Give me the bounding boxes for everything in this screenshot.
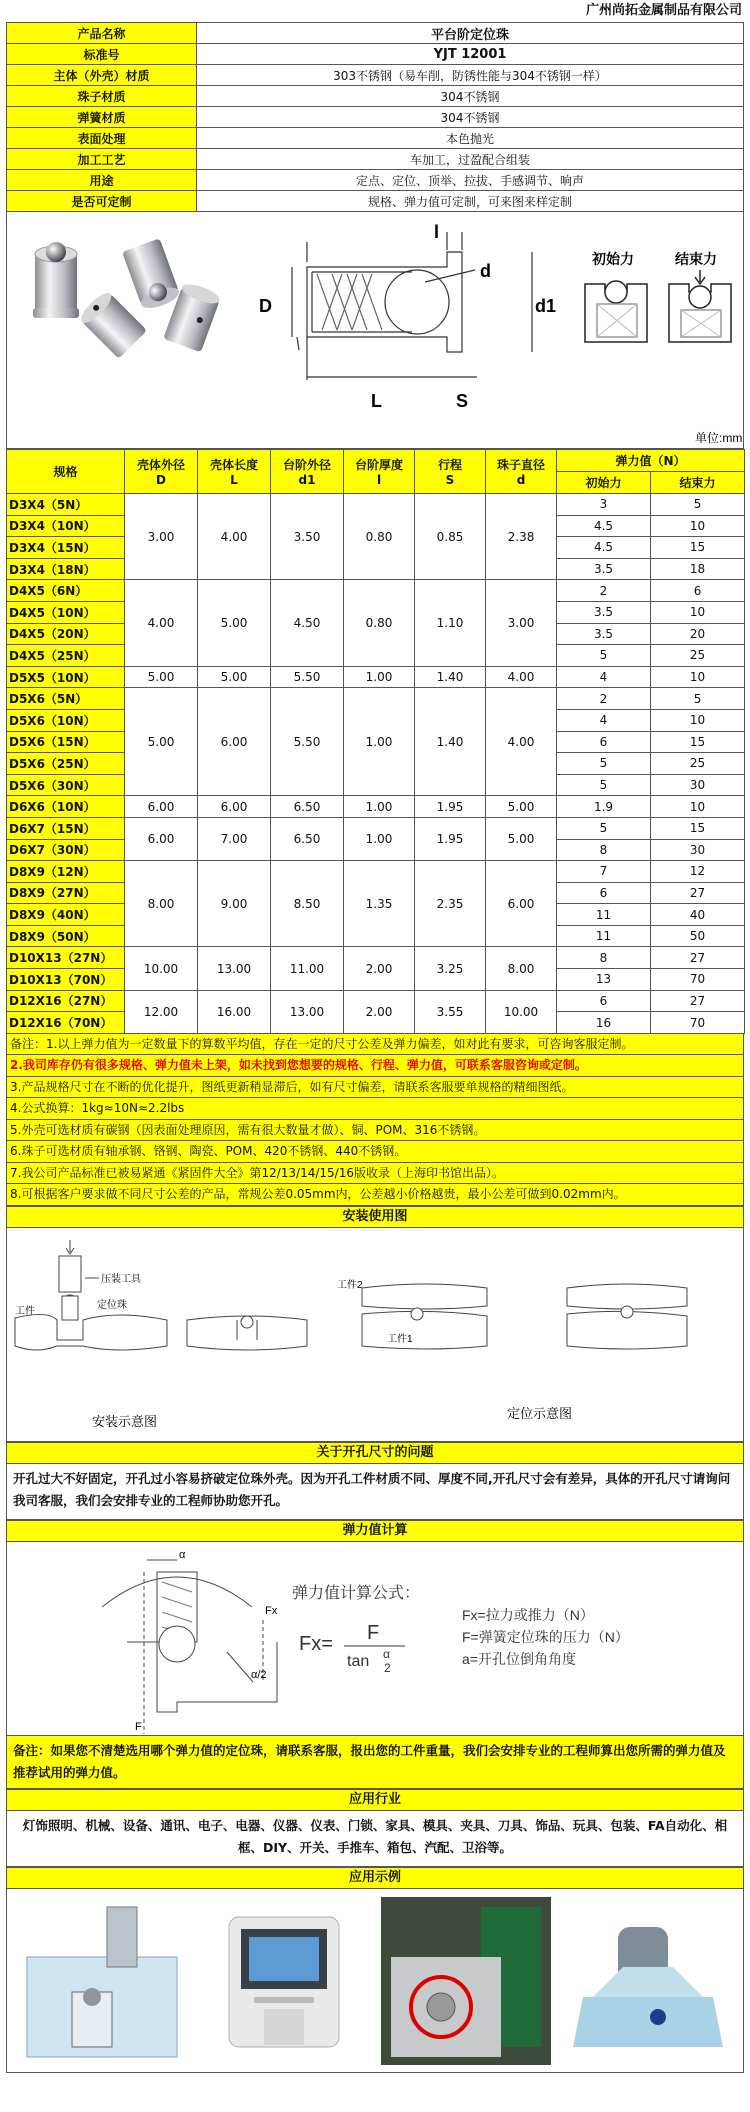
- header-line: 台阶外径: [282, 458, 331, 472]
- spec-model: D5X6（15N）: [7, 731, 125, 753]
- spec-row: [7, 580, 745, 602]
- spec-model: D5X6（10N）: [7, 709, 125, 731]
- spec-dim-l: 2.00: [344, 947, 415, 990]
- note-line: 7.我公司产品标准已被易紧通《紧固件大全》第12/13/14/15/16版收录（上海印书馆出品）。: [7, 1163, 743, 1185]
- spec-dim-l: 2.00: [344, 990, 415, 1033]
- spec-end-force: 5: [651, 494, 745, 516]
- spec-start-force: 8: [557, 947, 651, 969]
- example-image-block: [15, 1897, 189, 2065]
- spec-header-cell: 初始力: [557, 472, 651, 494]
- end-force-diagram: [669, 270, 731, 342]
- spec-start-force: 2: [557, 688, 651, 710]
- spec-start-force: 4: [557, 666, 651, 688]
- info-key: 产品名称: [7, 23, 197, 44]
- product-photo: [33, 238, 222, 358]
- calc-section-title: 弹力值计算: [6, 1520, 744, 1542]
- spec-model: D3X4（15N）: [7, 537, 125, 559]
- info-row: [7, 44, 744, 65]
- spec-dim-L: 6.00: [198, 688, 271, 796]
- spec-start-force: 1.9: [557, 796, 651, 818]
- spec-start-force: 3.5: [557, 623, 651, 645]
- spec-start-force: 2: [557, 580, 651, 602]
- spec-dim-D: 5.00: [125, 666, 198, 688]
- spec-start-force: 6: [557, 731, 651, 753]
- info-value: 本色抛光: [197, 128, 744, 149]
- spec-start-force: 7: [557, 861, 651, 883]
- example-image-panel: [379, 1897, 553, 2065]
- spec-model: D10X13（70N）: [7, 969, 125, 991]
- note-line: 4.公式换算：1kg≈10N≈2.2lbs: [7, 1098, 743, 1120]
- formula-alpha: α: [383, 1646, 390, 1661]
- spec-end-force: 27: [651, 990, 745, 1012]
- examples-panel: [6, 1889, 744, 2073]
- spec-dim-d1: 8.50: [271, 861, 344, 947]
- info-key: 是否可定制: [7, 191, 197, 212]
- spec-dim-d1: 4.50: [271, 580, 344, 666]
- spec-model: D5X5（10N）: [7, 666, 125, 688]
- spec-dim-d1: 5.50: [271, 666, 344, 688]
- industry-panel: [6, 1811, 744, 1867]
- spec-row: [7, 990, 745, 1012]
- spec-dim-S: 1.40: [415, 688, 486, 796]
- spec-dim-L: 13.00: [198, 947, 271, 990]
- note-line: 6.珠子可选材质有轴承钢、铬钢、陶瓷、POM、420不锈钢、440不锈钢。: [7, 1141, 743, 1163]
- info-value: 定点、定位、顶举、拉拔、手感调节、响声: [197, 170, 744, 191]
- spec-dim-D: 10.00: [125, 947, 198, 990]
- spec-header-cell: [125, 450, 198, 494]
- spec-dim-d: 5.00: [486, 817, 557, 860]
- calc-panel: [6, 1542, 744, 1736]
- spec-start-force: 3.5: [557, 601, 651, 623]
- header-line: 壳体外径: [136, 458, 185, 472]
- hole-section-title: 关于开孔尺寸的问题: [6, 1442, 744, 1464]
- calc-fx-label: Fx: [265, 1604, 278, 1617]
- spec-start-force: 3.5: [557, 558, 651, 580]
- spec-dim-L: 6.00: [198, 796, 271, 818]
- spec-end-force: 10: [651, 601, 745, 623]
- spec-dim-D: 8.00: [125, 861, 198, 947]
- calc-alpha-half: α/2: [251, 1668, 267, 1681]
- product-info-table: [6, 22, 744, 212]
- formula-fx: Fx=: [299, 1632, 333, 1655]
- spec-start-force: 3: [557, 494, 651, 516]
- info-row: [7, 191, 744, 212]
- spec-end-force: 70: [651, 1012, 745, 1034]
- spec-dim-D: 12.00: [125, 990, 198, 1033]
- install-section-title: 安装使用图: [6, 1206, 744, 1228]
- spec-row: [7, 666, 745, 688]
- spec-start-force: 16: [557, 1012, 651, 1034]
- hole-panel: [6, 1464, 744, 1520]
- info-value: YJT 12001: [197, 44, 744, 65]
- spec-dim-L: 5.00: [198, 580, 271, 666]
- spec-row: [7, 688, 745, 710]
- info-key: 表面处理: [7, 128, 197, 149]
- product-figure: [6, 212, 744, 449]
- header-symbol: S: [445, 473, 455, 487]
- calc-f-label: F: [135, 1720, 142, 1733]
- spec-dim-l: 0.80: [344, 580, 415, 666]
- info-key: 标准号: [7, 44, 197, 65]
- dim-d1: d1: [535, 296, 557, 316]
- calc-alpha: α: [179, 1548, 186, 1561]
- spec-dim-d1: 13.00: [271, 990, 344, 1033]
- spec-row: [7, 494, 745, 516]
- spec-end-force: 10: [651, 666, 745, 688]
- spec-dim-D: 6.00: [125, 817, 198, 860]
- info-value: 304不锈钢: [197, 86, 744, 107]
- spec-dim-l: 1.00: [344, 796, 415, 818]
- industry-text: 灯饰照明、机械、设备、通讯、电子、电器、仪器、仪表、门锁、家具、模具、夹具、刀具、饰品、玩具、包装、FA自动化、相框、DIY、开关、手推车、箱包、汽配、卫浴等。: [22, 1817, 728, 1855]
- header-line: 壳体长度: [209, 458, 258, 472]
- spec-dim-S: 1.40: [415, 666, 486, 688]
- note-line: 8.可根据客户要求做不同尺寸公差的产品，常规公差0.05mm内，公差越小价格越贵，最小公差可做到0.02mm内。: [10, 1187, 626, 1202]
- start-force-label: 初始力: [592, 251, 634, 267]
- info-key: 珠子材质: [7, 86, 197, 107]
- spec-dim-L: 9.00: [198, 861, 271, 947]
- info-value: 303不锈钢（易车削，防锈性能与304不锈钢一样）: [197, 65, 744, 86]
- spec-dim-d: 5.00: [486, 796, 557, 818]
- spec-dim-L: 4.00: [198, 494, 271, 580]
- spec-start-force: 4: [557, 709, 651, 731]
- spec-model: D4X5（10N）: [7, 601, 125, 623]
- spec-start-force: 5: [557, 817, 651, 839]
- spec-end-force: 50: [651, 925, 745, 947]
- spec-row: [7, 947, 745, 969]
- spec-dim-d: 8.00: [486, 947, 557, 990]
- spec-start-force: 13: [557, 969, 651, 991]
- spec-dim-L: 16.00: [198, 990, 271, 1033]
- info-key: 主体（外壳）材质: [7, 65, 197, 86]
- spec-model: D12X16（27N）: [7, 990, 125, 1012]
- install-diagram: [6, 1228, 744, 1442]
- spec-dim-d1: 3.50: [271, 494, 344, 580]
- spec-row: [7, 796, 745, 818]
- spec-end-force: 27: [651, 882, 745, 904]
- info-row: [7, 128, 744, 149]
- spec-model: D6X7（30N）: [7, 839, 125, 861]
- info-key: 用途: [7, 170, 197, 191]
- spec-dim-d: 2.38: [486, 494, 557, 580]
- spec-model: D12X16（70N）: [7, 1012, 125, 1034]
- spec-dim-d: 6.00: [486, 861, 557, 947]
- spec-dim-S: 1.95: [415, 796, 486, 818]
- spec-dim-S: 1.95: [415, 817, 486, 860]
- info-row: [7, 86, 744, 107]
- spec-dim-d1: 11.00: [271, 947, 344, 990]
- spec-end-force: 70: [651, 969, 745, 991]
- spec-start-force: 11: [557, 904, 651, 926]
- label-press-tool: 压装工具: [101, 1273, 141, 1285]
- spec-dim-D: 5.00: [125, 688, 198, 796]
- label-wp1: 工件1: [387, 1333, 413, 1345]
- end-force-label: 结束力: [675, 251, 717, 267]
- spec-start-force: 6: [557, 990, 651, 1012]
- spec-model: D3X4（10N）: [7, 515, 125, 537]
- spec-start-force: 11: [557, 925, 651, 947]
- spec-dim-l: 0.80: [344, 494, 415, 580]
- header-symbol: L: [230, 473, 238, 487]
- dim-L: L: [371, 391, 382, 411]
- spec-start-force: 8: [557, 839, 651, 861]
- spec-dim-d1: 6.50: [271, 817, 344, 860]
- header-line: 珠子直径: [496, 458, 545, 472]
- info-row: [7, 23, 744, 44]
- spec-dim-L: 5.00: [198, 666, 271, 688]
- spec-header-cell: [344, 450, 415, 494]
- spec-dim-L: 7.00: [198, 817, 271, 860]
- info-row: [7, 107, 744, 128]
- example-image-device: [197, 1897, 371, 2065]
- def-a: a=开孔位倒角角度: [462, 1650, 576, 1667]
- spec-start-force: 5: [557, 774, 651, 796]
- spec-end-force: 27: [651, 947, 745, 969]
- spec-dim-d: 4.00: [486, 688, 557, 796]
- info-row: [7, 149, 744, 170]
- spec-row: [7, 861, 745, 883]
- spec-dim-l: 1.00: [344, 666, 415, 688]
- spec-model: D3X4（5N）: [7, 494, 125, 516]
- header-line: 行程: [437, 458, 462, 472]
- label-wp2: 工件2: [337, 1279, 363, 1291]
- spec-dim-l: 1.00: [344, 817, 415, 860]
- spec-dim-S: 0.85: [415, 494, 486, 580]
- spec-end-force: 10: [651, 796, 745, 818]
- spec-end-force: 6: [651, 580, 745, 602]
- spec-model: D10X13（27N）: [7, 947, 125, 969]
- spec-end-force: 40: [651, 904, 745, 926]
- spec-header-cell: [486, 450, 557, 494]
- dim-D: D: [259, 296, 272, 316]
- spec-model: D3X4（18N）: [7, 558, 125, 580]
- spec-model: D8X9（40N）: [7, 904, 125, 926]
- spec-start-force: 6: [557, 882, 651, 904]
- dim-S: S: [456, 391, 469, 411]
- info-value: 平台阶定位珠: [197, 23, 744, 44]
- info-value: 车加工，过盈配合组装: [197, 149, 744, 170]
- spec-end-force: 30: [651, 839, 745, 861]
- spec-dim-d: 4.00: [486, 666, 557, 688]
- spec-model: D4X5（6N）: [7, 580, 125, 602]
- spec-table: [6, 449, 745, 1034]
- spec-model: D4X5（20N）: [7, 623, 125, 645]
- notes-block: [6, 1034, 744, 1206]
- spec-dim-d: 10.00: [486, 990, 557, 1033]
- spec-model: D4X5（25N）: [7, 645, 125, 667]
- formula-numerator: F: [367, 1621, 380, 1644]
- spec-model: D5X6（25N）: [7, 753, 125, 775]
- spec-dim-d: 3.00: [486, 580, 557, 666]
- spec-dim-l: 1.35: [344, 861, 415, 947]
- dim-l: l: [434, 222, 440, 242]
- example-image-latch: [561, 1897, 735, 2065]
- spec-start-force: 4.5: [557, 537, 651, 559]
- spec-end-force: 15: [651, 731, 745, 753]
- spec-dim-d1: 6.50: [271, 796, 344, 818]
- caption-position: 定位示意图: [507, 1405, 573, 1421]
- spec-end-force: 20: [651, 623, 745, 645]
- spec-dim-d1: 5.50: [271, 688, 344, 796]
- unit-label: 单位:mm: [695, 431, 743, 445]
- label-workpiece: 工件: [15, 1305, 35, 1317]
- info-value: 304不锈钢: [197, 107, 744, 128]
- spec-end-force: 15: [651, 537, 745, 559]
- def-f: F=弹簧定位珠的压力（N）: [462, 1628, 629, 1645]
- header-symbol: l: [376, 473, 382, 487]
- note-line: 2.我司库存仍有很多规格、弹力值未上架，如未找到您想要的规格、行程、弹力值，可联系客服咨询或定制。: [7, 1055, 743, 1077]
- hole-text: 开孔过大不好固定，开孔过小容易挤破定位珠外壳。因为开孔工件材质不同、厚度不同,开孔尺寸会有差异，具体的开孔尺寸请询问我司客服，我们会安排专业的工程师协助您开孔。: [13, 1470, 731, 1508]
- spec-end-force: 10: [651, 709, 745, 731]
- header-symbol: d: [516, 473, 526, 487]
- label-ball: 定位珠: [97, 1299, 127, 1311]
- spec-dim-D: 3.00: [125, 494, 198, 580]
- spec-end-force: 12: [651, 861, 745, 883]
- formula-tan: tan: [347, 1652, 370, 1670]
- note-line: 5.外壳可选材质有碳钢（因表面处理原因，需有很大数量才做）、铜、POM、316不锈钢。: [7, 1120, 743, 1142]
- spec-dim-l: 1.00: [344, 688, 415, 796]
- spec-model: D8X9（50N）: [7, 925, 125, 947]
- dim-d: d: [480, 261, 491, 281]
- spec-header-cell: [415, 450, 486, 494]
- spec-end-force: 18: [651, 558, 745, 580]
- info-row: [7, 170, 744, 191]
- spec-model: D5X6（30N）: [7, 774, 125, 796]
- spec-dim-S: 3.55: [415, 990, 486, 1033]
- info-key: 加工工艺: [7, 149, 197, 170]
- spec-header-cell: [271, 450, 344, 494]
- spec-model: D6X6（10N）: [7, 796, 125, 818]
- spec-dim-S: 2.35: [415, 861, 486, 947]
- def-fx: Fx=拉力或推力（N）: [462, 1606, 594, 1623]
- spec-dim-S: 3.25: [415, 947, 486, 990]
- formula-title: 弹力值计算公式：: [292, 1584, 421, 1602]
- industry-section-title: 应用行业: [6, 1789, 744, 1811]
- spec-end-force: 25: [651, 753, 745, 775]
- spec-start-force: 5: [557, 753, 651, 775]
- spec-model: D5X6（5N）: [7, 688, 125, 710]
- spec-end-force: 10: [651, 515, 745, 537]
- spec-dim-S: 1.10: [415, 580, 486, 666]
- dimension-drawing: [292, 232, 532, 380]
- caption-install: 安装示意图: [92, 1413, 158, 1429]
- info-value: 规格、弹力值可定制，可来图来样定制: [197, 191, 744, 212]
- spec-end-force: 25: [651, 645, 745, 667]
- spec-header-cell: 弹力值（N）: [557, 450, 745, 472]
- info-row: [7, 65, 744, 86]
- header-symbol: D: [156, 473, 166, 487]
- spec-dim-D: 4.00: [125, 580, 198, 666]
- note-line: 备注：1.以上弹力值为一定数量下的算数平均值，存在一定的尺寸公差及弹力偏差，如对此有要求，可咨询客服定制。: [7, 1034, 743, 1056]
- spec-row: [7, 817, 745, 839]
- info-key: 弹簧材质: [7, 107, 197, 128]
- product-drawing: [7, 212, 743, 448]
- start-force-diagram: [585, 281, 647, 342]
- header-symbol: d1: [298, 473, 316, 487]
- spec-end-force: 5: [651, 688, 745, 710]
- calc-note: 备注：如果您不清楚选用哪个弹力值的定位珠，请联系客服，报出您的工件重量，我们会安排专业的工程师算出您所需的弹力值及推荐试用的弹力值。: [6, 1736, 744, 1789]
- examples-section-title: 应用示例: [6, 1867, 744, 1889]
- spec-model: D8X9（12N）: [7, 861, 125, 883]
- spec-start-force: 5: [557, 645, 651, 667]
- formula-half: 2: [384, 1660, 391, 1675]
- spec-start-force: 4.5: [557, 515, 651, 537]
- spec-header-cell: 规格: [7, 450, 125, 494]
- spec-end-force: 15: [651, 817, 745, 839]
- spec-header-cell: 结束力: [651, 472, 745, 494]
- company-name: 广州尚拓金属制品有限公司: [585, 3, 742, 18]
- spec-end-force: 30: [651, 774, 745, 796]
- note-line: 3.产品规格尺寸在不断的优化提升，图纸更新稍显滞后，如有尺寸偏差，请联系客服要单规格的精细图纸。: [7, 1077, 743, 1099]
- spec-header-cell: [198, 450, 271, 494]
- spec-dim-D: 6.00: [125, 796, 198, 818]
- spec-model: D8X9（27N）: [7, 882, 125, 904]
- header-line: 台阶厚度: [354, 458, 403, 472]
- spec-model: D6X7（15N）: [7, 817, 125, 839]
